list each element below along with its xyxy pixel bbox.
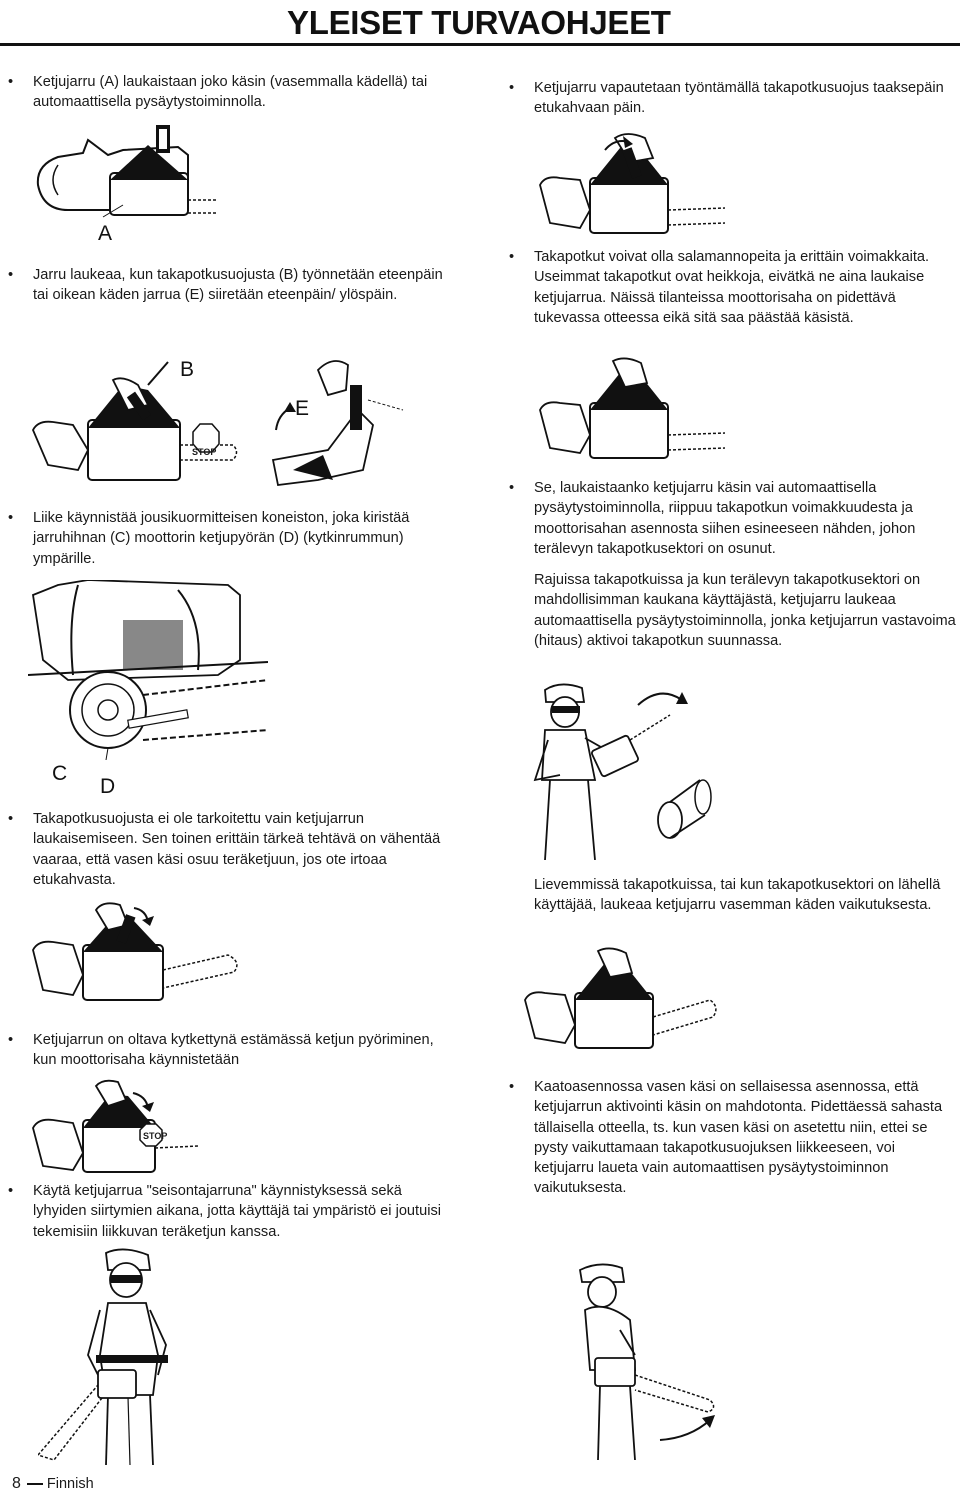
clutch-drum-illustration — [28, 580, 268, 760]
chainsaw-brake-illustration-b-e — [28, 350, 428, 500]
footer-language: Finnish — [46, 1476, 94, 1492]
operator-kickback-illustration — [520, 680, 720, 860]
figure-label-d: D — [100, 775, 116, 798]
left-paragraph-5: • Ketjujarrun on oltava kytkettynä estämässä ketjun pyöriminen, kun moottorisaha käynnistetään — [6, 1030, 456, 1071]
right-paragraph-4: Rajuissa takapotkuissa ja kun terälevyn takapotkusektori on mahdollisimman kaukana käyttäjästä, ketjujarru laukeaa automaattisella pysäytystoiminnolla, jonka ketjujarrun vastavoima (hitaus) aktivoi takapotkun suunnassa. — [534, 572, 956, 649]
stop-sign-label: STOP — [192, 447, 217, 457]
kickback-illustration — [535, 355, 725, 465]
chainsaw-left-hand-brake-illustration — [520, 945, 720, 1055]
page-footer — [12, 1475, 94, 1493]
figure-label-a: A — [98, 222, 113, 245]
felling-position-illustration — [560, 1260, 720, 1460]
right-paragraph-3: • Se, laukaistaanko ketjujarru käsin vai automaattisella pysäytystoiminnolla, riippuu takapotkun voimakkuudesta ja moottorisahan asennosta siihen esineeseen nähden, johon terälevyn takapotkusektori on osunut. — [507, 478, 957, 559]
page-title: YLEISET TURVAOHJEET — [287, 4, 671, 41]
left-paragraph-1: • Ketjujarru (A) laukaistaan joko käsin (vasemmalla kädellä) tai automaattisella pysäytystoiminnolla. — [6, 72, 456, 113]
chainsaw-brake-engage-illustration — [28, 900, 248, 1010]
footer-dash — [27, 1483, 43, 1485]
chainsaw-brake-illustration-a — [28, 125, 218, 225]
figure-label-b: B — [180, 358, 195, 381]
right-paragraph-1: • Ketjujarru vapautetaan työntämällä takapotkusuojus taaksepäin etukahvaan päin. — [507, 78, 957, 119]
right-paragraph-5: Lievemmissä takapotkuissa, tai kun takapotkusektori on lähellä käyttäjää, laukeaa ketjujarru vasemman käden vaikutuksesta. — [534, 877, 941, 914]
right-paragraph-2: • Takapotkut voivat olla salamannopeita ja erittäin voimakkaita. Useimmat takapotkut ovat heikkoja, eivätkä ne aina laukaise ketjujarrua. Näissä tilanteissa moottorisaha on pidettävä tukevassa otteessa eikä sitä saa päästää käsistä. — [507, 247, 957, 328]
header-rule — [0, 43, 960, 46]
left-paragraph-3: • Liike käynnistää jousikuormitteisen koneiston, joka kiristää jarruhihnan (C) moottorin ketjupyörän (D) (kytkinrummun) ympärille. — [6, 508, 456, 569]
page-number: 8 — [12, 1475, 21, 1492]
chainsaw-brake-release-illustration — [535, 130, 725, 240]
operator-carrying-chainsaw-illustration — [38, 1245, 188, 1465]
chainsaw-start-stop-illustration — [28, 1078, 198, 1178]
left-paragraph-6: • Käytä ketjujarrua "seisontajarruna" käynnistyksessä sekä lyhyiden siirtymien aikana, jotta käyttäjä tai ympäristö ei joutuisi tekemisiin liikkuvan teräketjun kanssa. — [6, 1181, 456, 1242]
stop-sign-label-2: STOP — [143, 1131, 168, 1141]
right-paragraph-6: • Kaatoasennossa vasen käsi on sellaisessa asennossa, että ketjujarrun aktivointi käsin on mahdotonta. Pidettäessä sahasta tällaisella otteella, ts. kun vasen käsi on asetettu niin, ettei se pysty vaikuttamaan takapotkusuojuksen liikkeeseen, voi ketjujarru laueta vain automaattisen pysäytystoiminnon vaikutuksesta. — [507, 1077, 957, 1199]
left-paragraph-4: • Takapotkusuojusta ei ole tarkoitettu vain ketjujarrun laukaisemiseen. Sen toinen erittäin tärkeä tehtävä on vähentää vaaraa, että vasen käsi osuu teräketjuun, jos ote irtoaa etukahvasta. — [6, 809, 456, 890]
figure-label-e: E — [295, 397, 310, 420]
figure-label-c: C — [52, 762, 68, 785]
left-paragraph-2: • Jarru laukeaa, kun takapotkusuojusta (B) työnnetään eteenpäin tai oikean käden jarrua (E) siiretään eteenpäin/ ylöspäin. — [6, 265, 456, 306]
